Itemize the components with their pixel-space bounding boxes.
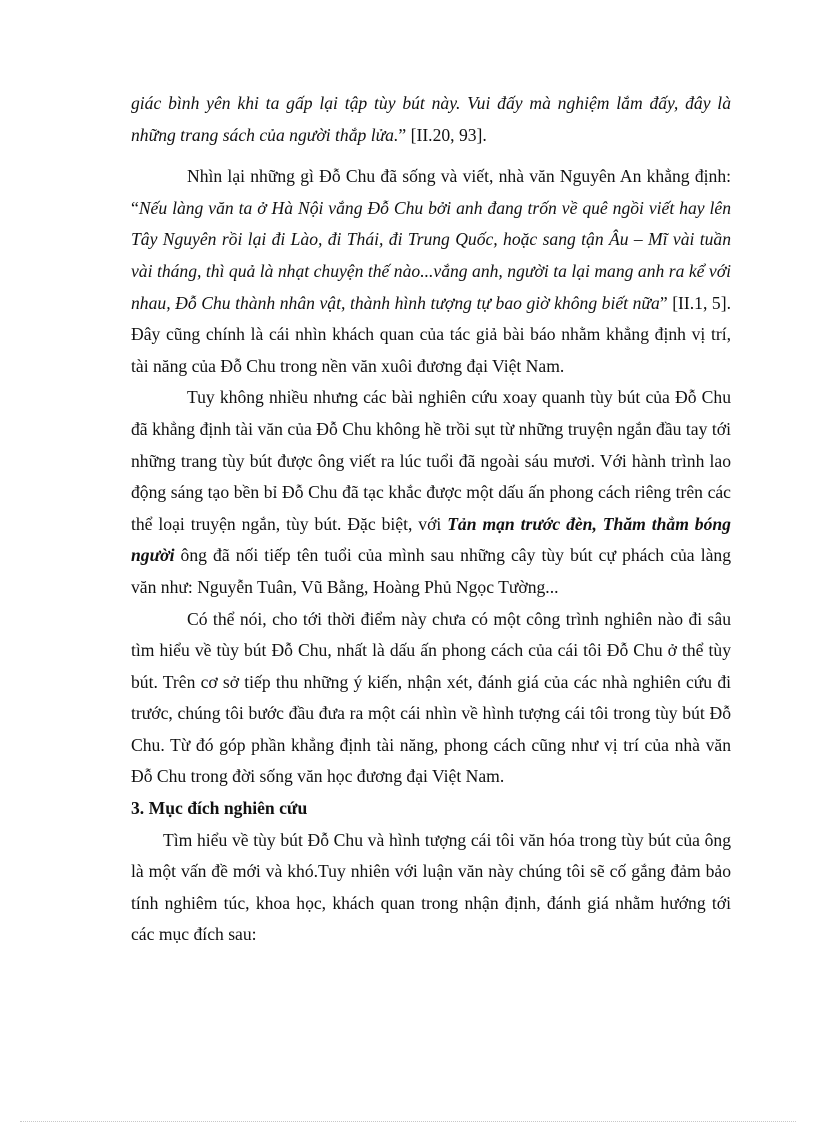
paragraph-text: Tuy không nhiều nhưng các bài nghiên cứu xoay quanh tùy bút của Đỗ Chu đã khẳng định tài văn của Đỗ Chu không hề trồi sụt từ những truyện ngắn đầu tay tới những trang tùy bút được ông viết ra lúc tuổi đã ngoài sáu mươi. Với hành trình lao động sáng tạo bền bỉ Đỗ Chu đã tạc khắc được một dấu ấn phong cách riêng trên các thể loại truyện ngắn, tùy bút. Đặc biệt, với	[131, 387, 731, 534]
paragraph-nguyen-an	[131, 161, 731, 382]
document-page	[131, 88, 731, 951]
paragraph-rest: ” [II.1, 5]. Đây cũng chính là cái nhìn khách quan của tác giả bài báo nhằm khẳng định vị trí, tài năng của Đỗ Chu trong nền văn xuôi đương đại Việt Nam.	[131, 292, 731, 376]
paragraph-intro: Nhìn lại những gì Đỗ Chu đã sống và viết, nhà văn Nguyên An khẳng định: “	[131, 166, 731, 218]
quote-text: Nếu làng văn ta ở Hà Nội vắng Đỗ Chu bởi anh đang trốn về quê ngồi viết hay lên Tây Nguyên rồi lại đi Lào, đi Thái, đi Trung Quốc, hoặc sang tận Âu – Mĩ vài tuần vài tháng, thì quả là nhạt chuyện thế nào...vắng anh, người ta lại mang anh ra kể với nhau, Đỗ Chu thành nhân vật, thành hình tượng tự bao giờ không biết nữa	[131, 197, 731, 313]
paragraph-research-purpose: Tìm hiểu về tùy bút Đỗ Chu và hình tượng cái tôi văn hóa trong tùy bút của ông là một vấn đề mới và khó.Tuy nhiên với luận văn này chúng tôi sẽ cố gắng đảm bảo tính nghiêm túc, khoa học, khách quan trong nhận định, đánh giá nhằm hướng tới các mục đích sau:	[131, 829, 731, 945]
section-heading: 3. Mục đích nghiên cứu	[131, 798, 308, 819]
book-titles: Tản mạn trước đèn, Thăm thẳm bóng người	[131, 513, 731, 566]
paragraph-research-gap: Có thể nói, cho tới thời điểm này chưa có một công trình nghiên nào đi sâu tìm hiểu về tùy bút Đỗ Chu, nhất là dấu ấn phong cách của cái tôi Đỗ Chu ở thể tùy bút. Trên cơ sở tiếp thu những ý kiến, nhận xét, đánh giá của các nhà nghiên cứu đi trước, chúng tôi bước đầu đưa ra một cái nhìn về hình tượng cái tôi trong tùy bút Đỗ Chu. Từ đó góp phần khẳng định tài năng, phong cách cũng như vị trí của nhà văn Đỗ Chu trong đời sống văn học đương đại Việt Nam.	[131, 608, 731, 787]
paragraph-quote-continuation	[131, 88, 731, 151]
quote-text: giác bình yên khi ta gấp lại tập tùy bút này. Vui đấy mà nghiệm lắm đấy, đây là những trang sách của người thắp lửa.	[131, 93, 731, 145]
citation: ” [II.20, 93].	[398, 124, 487, 145]
paragraph-research-overview	[131, 382, 731, 603]
page-bottom-divider	[20, 1121, 796, 1122]
paragraph-text: ông đã nối tiếp tên tuổi của mình sau những cây tùy bút cự phách của làng văn như: Nguyễn Tuân, Vũ Bằng, Hoàng Phủ Ngọc Tường...	[131, 545, 731, 597]
